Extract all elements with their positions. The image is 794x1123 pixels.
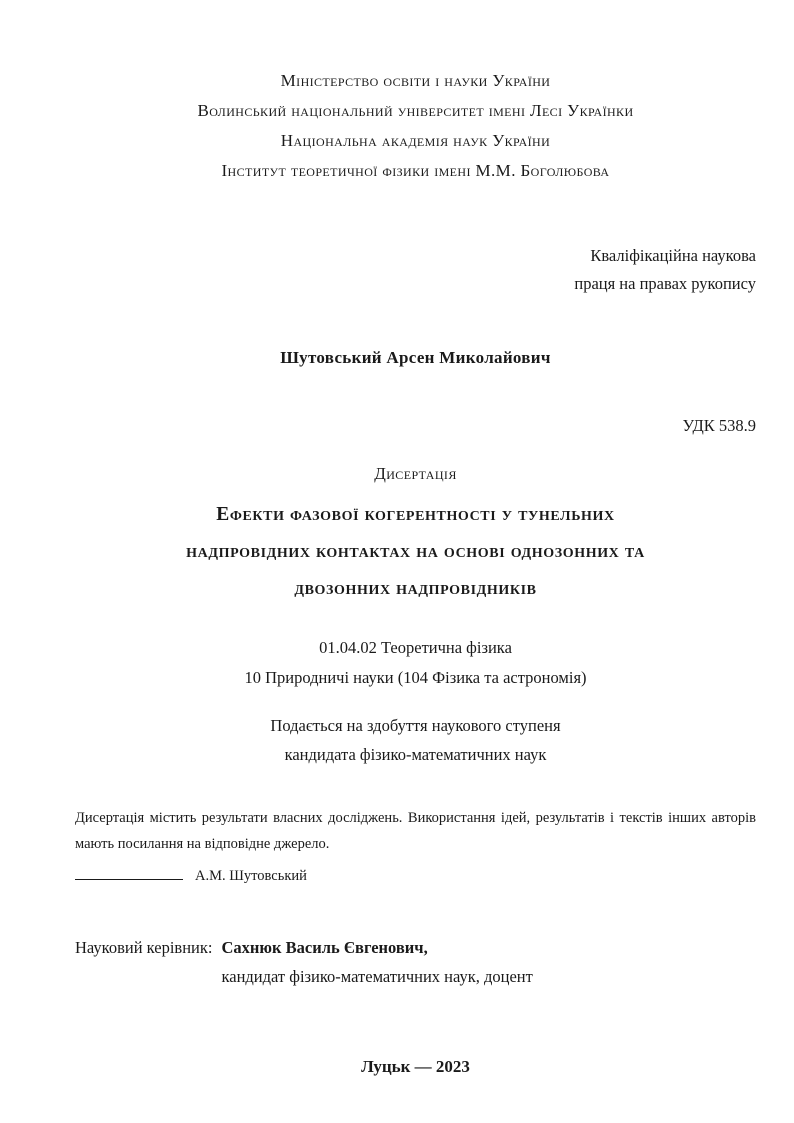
signature-name: А.М. Шутовський — [195, 868, 307, 884]
dissertation-label: Дисертація — [374, 464, 457, 483]
specialty-field: 10 Природничі науки (104 Фізика та астрономія) — [244, 668, 587, 687]
supervisor-details — [221, 933, 532, 991]
supervisor-name: Сахнюк Василь Євгенович, — [221, 938, 428, 957]
city-year-footer: Луцьк — 2023 — [361, 1057, 470, 1076]
udc-code: УДК 538.9 — [682, 416, 756, 435]
declaration-paragraph: Дисертація містить результати власних досліджень. Використання ідей, результатів і текстів інших авторів мають посилання на відповідне джерело. — [75, 810, 756, 852]
specialty-block — [75, 633, 756, 693]
signature-row — [75, 863, 756, 889]
dissertation-title — [75, 496, 756, 607]
header-line-university: Волинський національний університет імені Лесі Українки — [197, 101, 634, 120]
submission-line2: кандидата фізико-математичних наук — [284, 745, 547, 764]
author-name: Шутовський Арсен Миколайович — [280, 348, 551, 367]
header-line-institute: Інститут теоретичної фізики імені М.М. Боголюбова — [221, 161, 610, 180]
header-line-academy: Національна академія наук України — [280, 131, 551, 150]
supervisor-label: Науковий керівник: — [75, 938, 213, 957]
supervisor-block — [75, 933, 756, 991]
institutions-header — [75, 66, 756, 186]
title-line-3: двозонних надпровідників — [294, 578, 537, 599]
manuscript-note-line2: праця на правах рукопису — [574, 274, 756, 293]
manuscript-note — [75, 242, 756, 298]
title-line-1: Ефекти фазової когерентності у тунельних — [216, 504, 615, 525]
supervisor-degree: кандидат фізико-математичних наук, доцент — [221, 967, 533, 986]
submission-line1: Подається на здобуття наукового ступеня — [270, 716, 561, 735]
submission-block — [75, 711, 756, 769]
header-line-ministry: Міністерство освіти і науки України — [280, 71, 551, 90]
specialty-code: 01.04.02 Теоретична фізика — [319, 638, 512, 657]
manuscript-note-line1: Кваліфікаційна наукова — [590, 246, 756, 265]
title-line-2: надпровідних контактах на основі однозонних та — [186, 541, 645, 562]
signature-line — [75, 867, 183, 880]
